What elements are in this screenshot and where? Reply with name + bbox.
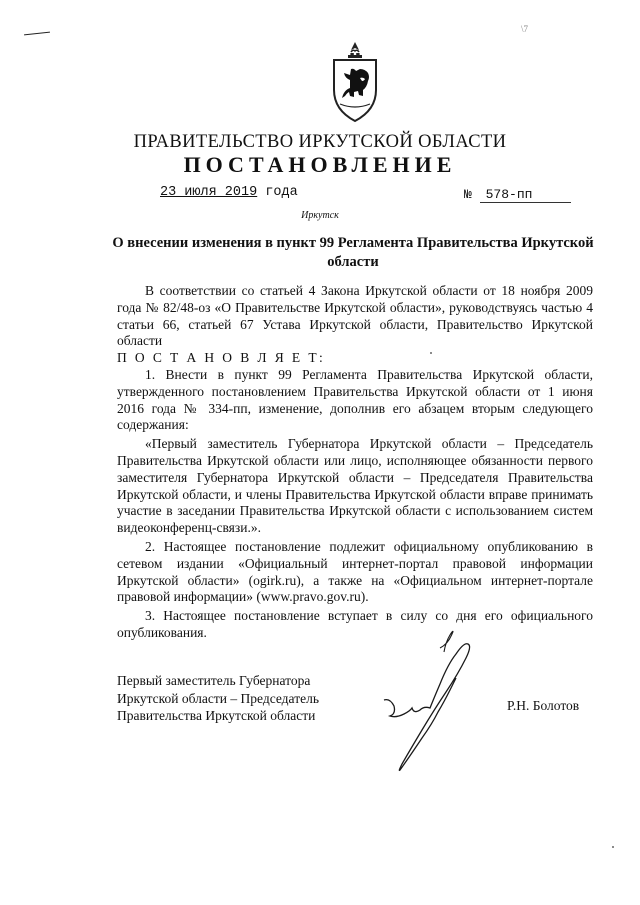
position-line-3: Правительства Иркутской области [117, 708, 316, 723]
scan-speck [430, 352, 432, 354]
signatory-name: Р.Н. Болотов [507, 698, 580, 713]
item-1-paragraph: 1. Внести в пункт 99 Регламента Правительства Иркутской области, утвержденного постановлением Правительства Иркутской области от 1 июня 2016 года № 334-пп, изменение, дополнив его абзацем вторым следующего содержания: [117, 366, 593, 433]
date-value: 23 июля 2019 [160, 185, 258, 200]
document-title: О внесении изменения в пункт 99 Регламента Правительства Иркутской области [112, 235, 594, 270]
position-line-1: Первый заместитель Губернатора [117, 673, 311, 688]
city: Иркутск [301, 210, 339, 221]
number-value: 578-пп [480, 187, 571, 203]
document-type: ПОСТАНОВЛЕНИЕ [183, 152, 457, 177]
coat-of-arms-emblem [330, 40, 380, 123]
corner-mark: \7 [520, 24, 528, 34]
decree-word: П О С Т А Н О В Л Я Е Т: [117, 350, 326, 366]
scan-mark [24, 32, 50, 36]
item-3-paragraph: 3. Настоящее постановление вступает в силу со дня его официального опубликования. [117, 608, 593, 640]
preamble-paragraph: В соответствии со статьей 4 Закона Иркутской области от 18 ноября 2009 года № 82/48-оз «О Правительстве Иркутской области», руководствуясь частью 4 статьи 66, статьей 67 Устава Иркутской области, Правительство Иркутской области [117, 283, 593, 349]
quoted-paragraph: «Первый заместитель Губернатора Иркутской области – Председатель Правительства Иркутской области или лицо, исполняющее обязанности первого заместителя Губернатора Иркутской области – Председателя Правительства Иркутской области, и члены Правительства Иркутской области вправе принимать участие в заседании Правительства Иркутской области с использованием систем видеоконференц-связи.». [117, 436, 593, 536]
signer-position [117, 672, 319, 725]
position-line-2: Иркутской области – Председатель [117, 690, 319, 706]
document-number [464, 187, 571, 203]
document-date [160, 185, 298, 200]
document-body [117, 283, 593, 642]
handwritten-signature [380, 630, 495, 780]
number-label: № [464, 187, 472, 202]
government-name: ПРАВИТЕЛЬСТВО ИРКУТСКОЙ ОБЛАСТИ [133, 132, 507, 152]
scan-speck [612, 846, 614, 848]
item-2-paragraph: 2. Настоящее постановление подлежит официальному опубликованию в сетевом издании «Официальный интернет-портал правовой информации Иркутской области» (ogirk.ru), а также на «Официальном интернет-портале правовой информации» (www.pravo.gov.ru). [117, 538, 593, 605]
date-suffix: года [265, 185, 298, 200]
